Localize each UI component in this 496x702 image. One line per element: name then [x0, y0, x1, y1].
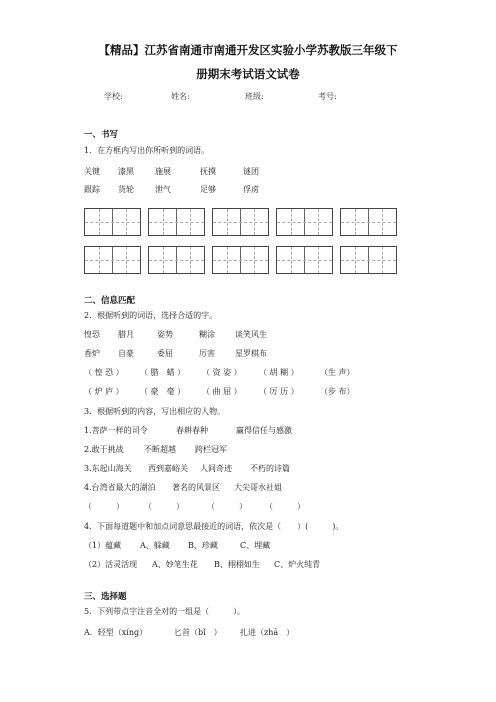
page-title: 【精品】江苏省南通市南通开发区实验小学苏教版三年级下	[98, 43, 398, 57]
writing-box[interactable]	[276, 208, 333, 236]
word-row-2	[84, 184, 404, 196]
writing-box[interactable]	[276, 246, 333, 274]
writing-box[interactable]	[212, 246, 269, 274]
question-5: 5．下列带点字注音全对的一组是（ ）。	[84, 607, 246, 616]
question-4: 4．下面每道题中和加点词意思最接近的词语，依次是（ ）( )。	[84, 522, 344, 531]
writing-box[interactable]	[84, 246, 141, 274]
word: 跟踪	[84, 185, 100, 194]
writing-box[interactable]	[84, 208, 141, 236]
word: 厉害	[199, 349, 215, 358]
school-label: 学校:	[104, 92, 123, 101]
q4-item: （2）活灵活现	[84, 560, 138, 569]
answer-blank[interactable]: （ ）	[144, 502, 184, 511]
q2-row-3	[84, 367, 414, 379]
class-label: 班级:	[245, 92, 264, 101]
option-a[interactable]: A、躲藏	[140, 541, 170, 550]
q4-option-row-2	[84, 559, 414, 571]
clue: 人间奇迹	[200, 464, 232, 473]
clue: 2.敢于挑战	[84, 445, 124, 454]
word: 关键	[84, 167, 100, 176]
choice: （ 惶 恐 ）	[84, 368, 124, 377]
writing-box[interactable]	[340, 208, 397, 236]
option-a-word: 扎进（zhā ）	[240, 628, 295, 637]
page-title-line2: 册期末考试语文试卷	[196, 67, 300, 81]
choice: （ 炉 庐 ）	[84, 387, 124, 396]
word: 俘虏	[243, 185, 259, 194]
word: 货轮	[118, 185, 134, 194]
question-1: 1．在方框内写出你所听到的词语。	[84, 146, 210, 155]
answer-blank[interactable]: （ ）	[207, 502, 247, 511]
clue: 西到嘉峪关	[148, 464, 188, 473]
word: 自豪	[118, 349, 134, 358]
q2-row-1	[84, 329, 404, 341]
word: 谈笑风生	[235, 330, 267, 339]
clue: 不朽的诗篇	[250, 464, 290, 473]
q3-row-3	[84, 463, 414, 475]
q5-option-a	[84, 627, 414, 639]
choice: （ 豪 毫 ）	[140, 387, 186, 396]
clue: 不断超越	[144, 445, 176, 454]
option-a-word: 匕首（bǐ ）	[174, 628, 222, 637]
writing-box[interactable]	[148, 246, 205, 274]
q3-row-1	[84, 425, 414, 437]
choice: （ 胡 糊 ）	[259, 368, 299, 377]
word: 漆黑	[118, 167, 134, 176]
word: 糊涂	[199, 330, 215, 339]
word: 施展	[155, 167, 171, 176]
option-b[interactable]: B、栩栩如生	[214, 560, 260, 569]
name-label: 姓名:	[171, 92, 190, 101]
clue: 赢得信任与感激	[236, 426, 292, 435]
word: 星罗棋布	[235, 349, 267, 358]
question-3: 3．根据听到的内容，写出相应的人物。	[84, 407, 226, 416]
answer-blank[interactable]: （ ）	[84, 502, 124, 511]
word: 香炉	[84, 349, 100, 358]
choice: （ 腊 蜡 ）	[140, 368, 186, 377]
clue: 春耕春种	[176, 426, 208, 435]
q2-row-2	[84, 348, 404, 360]
word: 泄气	[155, 185, 171, 194]
section-heading-matching: 二、信息匹配	[84, 296, 136, 306]
word: 抚摸	[200, 167, 216, 176]
q3-row-2	[84, 444, 414, 456]
q4-option-row-1	[84, 540, 414, 552]
word: 腊月	[118, 330, 134, 339]
writing-box[interactable]	[340, 246, 397, 274]
word: 委屈	[157, 349, 173, 358]
q3-row-4	[84, 482, 414, 494]
word: 谜团	[243, 167, 259, 176]
question-2: 2．根据听到的词语，选择合适的字。	[84, 311, 218, 320]
word: 姿势	[157, 330, 173, 339]
writing-box[interactable]	[212, 208, 269, 236]
clue: 著名的风景区	[172, 483, 220, 492]
option-c[interactable]: C、埋藏	[240, 541, 271, 550]
option-a[interactable]: A．轻型（xíng）	[84, 628, 148, 637]
clue: 3.东起山海关	[84, 464, 132, 473]
choice: （生 声）	[320, 368, 355, 377]
choice: （步 布）	[320, 387, 355, 396]
option-a[interactable]: A、妙笔生花	[152, 560, 198, 569]
q2-row-4	[84, 386, 414, 398]
word: 惶恐	[84, 330, 100, 339]
q4-item: （1）蕴藏	[84, 541, 122, 550]
writing-box[interactable]	[148, 208, 205, 236]
choice: （ 曲 屈 ）	[202, 387, 242, 396]
choice: （ 资 姿 ）	[202, 368, 242, 377]
choice: （ 厉 历 ）	[259, 387, 299, 396]
section-heading-choice: 三、选择题	[84, 592, 127, 602]
word-row-1	[84, 166, 404, 178]
clue: 跨栏冠军	[195, 445, 227, 454]
option-c[interactable]: C、炉火纯青	[274, 560, 321, 569]
answer-blank[interactable]: （ ）	[265, 502, 305, 511]
clue: 4.台湾省最大的湖泊	[84, 483, 156, 492]
clue: 1.菩萨一样的司令	[84, 426, 148, 435]
section-heading-writing: 一、书写	[84, 130, 119, 140]
clue: 大尖哥水社姐	[234, 483, 282, 492]
q3-answer-blanks	[84, 501, 414, 513]
option-b[interactable]: B、珍藏	[188, 541, 218, 550]
word: 足够	[200, 185, 216, 194]
exam-number-label: 考号:	[318, 92, 337, 101]
